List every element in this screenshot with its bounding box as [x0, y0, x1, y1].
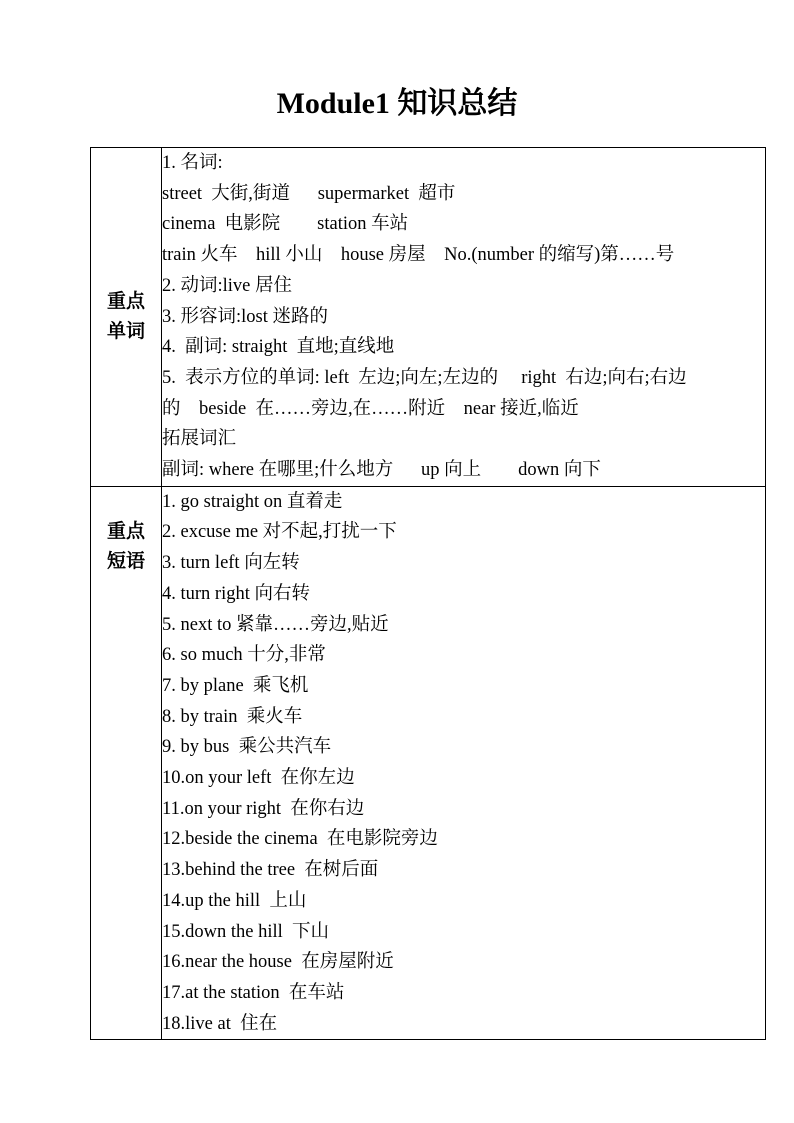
- page-title: Module1 知识总结: [276, 87, 518, 120]
- list-item: 1. 名词:: [162, 153, 223, 173]
- list-item: cinema 电影院 station 车站: [162, 214, 409, 235]
- list-item: 13.behind the tree 在树后面: [162, 860, 379, 881]
- section-label-line: 重点: [106, 290, 145, 312]
- section-content-phrases: [162, 486, 766, 1040]
- list-item: 5. 表示方位的单词: left 左边;向左;左边的 right 右边;向右;右边: [162, 367, 687, 388]
- list-item: 15.down the hill 下山: [162, 921, 330, 942]
- list-item: 16.near the house 在房屋附近: [162, 952, 394, 973]
- list-item: 9. by bus 乘公共汽车: [162, 737, 332, 758]
- list-item: 8. by train 乘火车: [162, 706, 303, 727]
- list-item: train 火车 hill 小山 house 房屋 No.(number 的缩写)第……号: [162, 245, 675, 266]
- list-item: 2. excuse me 对不起,打扰一下: [162, 522, 397, 543]
- list-item: 17.at the station 在车站: [162, 982, 345, 1003]
- list-item: 的 beside 在……旁边,在……附近 near 接近,临近: [162, 398, 579, 419]
- list-item: 5. next to 紧靠……旁边,贴近: [162, 614, 389, 635]
- section-label-vocabulary: [91, 148, 162, 487]
- list-item: 3. 形容词:lost 迷路的: [162, 306, 328, 327]
- summary-table: [90, 147, 766, 1040]
- list-item: 4. 副词: straight 直地;直线地: [162, 337, 395, 358]
- section-label-line: 重点: [106, 520, 145, 542]
- list-item: 1. go straight on 直着走: [162, 491, 343, 512]
- list-item: 拓展词汇: [162, 429, 237, 450]
- list-item: 4. turn right 向右转: [162, 583, 310, 604]
- list-item: 11.on your right 在你右边: [162, 798, 365, 819]
- list-item: 7. by plane 乘飞机: [162, 675, 309, 696]
- list-item: 2. 动词:live 居住: [162, 275, 293, 296]
- list-item: street 大街,街道 supermarket 超市: [162, 183, 456, 204]
- section-content-vocabulary: [162, 148, 766, 487]
- list-item: 14.up the hill 上山: [162, 890, 307, 911]
- list-item: 12.beside the cinema 在电影院旁边: [162, 829, 438, 850]
- section-label-line: 单词: [106, 320, 145, 342]
- table-row-vocabulary: [91, 148, 766, 487]
- table-row-phrases: [91, 486, 766, 1040]
- list-item: 18.live at 住在: [162, 1013, 278, 1034]
- list-item: 6. so much 十分,非常: [162, 645, 326, 666]
- list-item: 3. turn left 向左转: [162, 553, 300, 574]
- list-item: 10.on your left 在你左边: [162, 768, 355, 789]
- section-label-phrases: [91, 486, 162, 1040]
- section-label-line: 短语: [106, 550, 145, 572]
- list-item: 副词: where 在哪里;什么地方 up 向上 down 向下: [162, 460, 601, 481]
